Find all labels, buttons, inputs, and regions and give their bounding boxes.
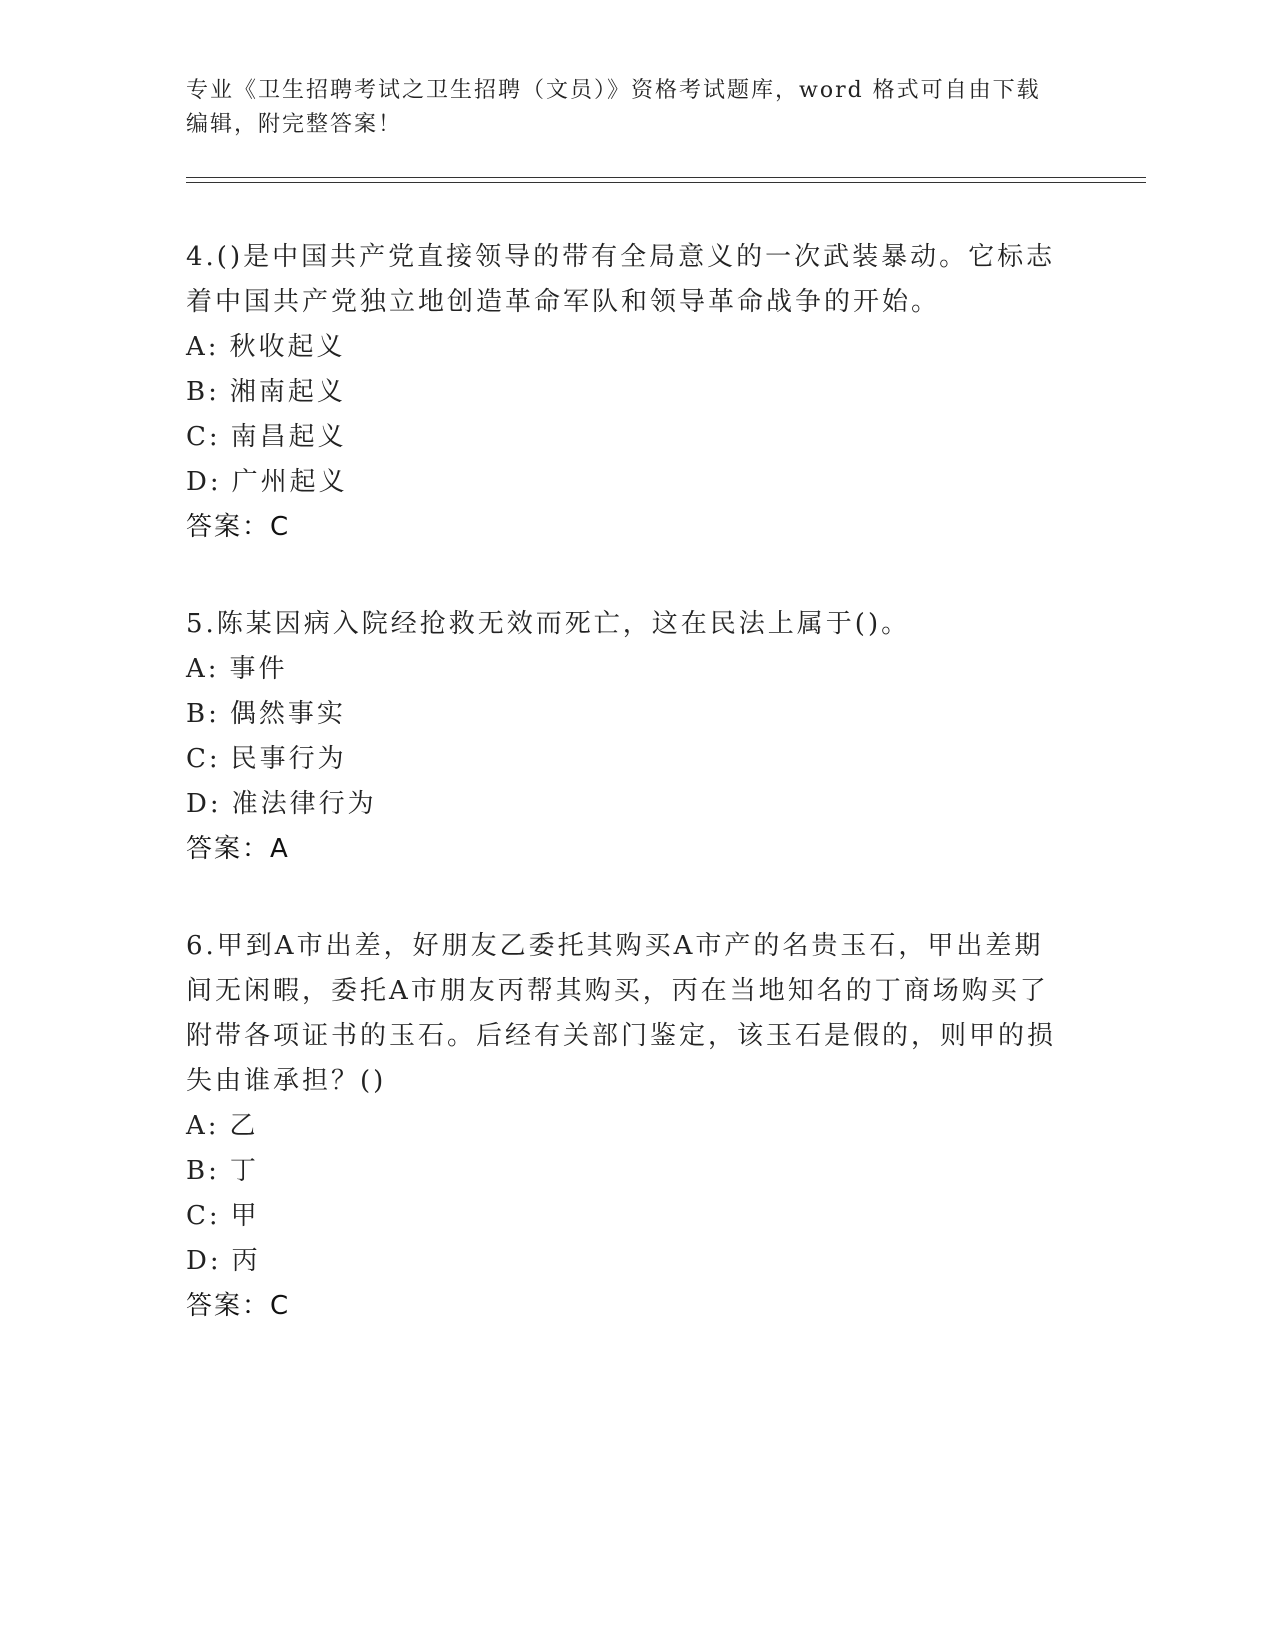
question-stem: 5.陈某因病入院经抢救无效而死亡，这在民法上属于()。 bbox=[186, 609, 911, 639]
option-text: 事件 bbox=[229, 654, 288, 684]
question-stem: 6.甲到A市出差，好朋友乙委托其购买A市产的名贵玉石，甲出差期间无闲暇，委托A市朋友丙帮其购买，丙在当地知名的丁商场购买了附带各项证书的玉石。后经有关部门鉴定，该玉石是假的，则甲的损失由谁承担？() bbox=[186, 931, 1057, 1096]
answer-line: 答案：A bbox=[186, 834, 290, 864]
question-stem: 4.()是中国共产党直接领导的带有全局意义的一次武装暴动。它标志着中国共产党独立地创造革命军队和领导革命战争的开始。 bbox=[186, 242, 1056, 317]
header-line-1: 专业《卫生招聘考试之卫生招聘（文员）》资格考试题库，word 格式可自由下载 bbox=[186, 78, 1041, 103]
option-text: 丙 bbox=[231, 1246, 261, 1276]
option-text: 广州起义 bbox=[231, 467, 348, 497]
option-letter: D: bbox=[186, 467, 222, 497]
option-d bbox=[186, 460, 1066, 505]
option-text: 秋收起义 bbox=[229, 332, 346, 362]
option-b bbox=[186, 1149, 1066, 1194]
option-letter: A: bbox=[186, 1111, 220, 1141]
option-letter: B: bbox=[186, 699, 220, 729]
option-d bbox=[186, 1239, 1066, 1284]
option-letter: A: bbox=[186, 654, 220, 684]
option-c bbox=[186, 737, 1066, 782]
option-c bbox=[186, 1194, 1066, 1239]
answer-line: 答案：C bbox=[186, 1291, 291, 1321]
option-letter: C: bbox=[186, 744, 221, 774]
option-letter: B: bbox=[186, 377, 220, 407]
option-text: 偶然事实 bbox=[229, 699, 346, 729]
option-text: 民事行为 bbox=[230, 744, 347, 774]
question-item bbox=[186, 235, 1066, 550]
option-text: 湘南起义 bbox=[229, 377, 346, 407]
header-divider-bottom bbox=[186, 182, 1146, 183]
option-text: 准法律行为 bbox=[231, 789, 377, 819]
option-letter: A: bbox=[186, 332, 220, 362]
option-a bbox=[186, 325, 1066, 370]
option-a bbox=[186, 647, 1066, 692]
header-line-2: 编辑，附完整答案！ bbox=[186, 112, 403, 137]
question-item bbox=[186, 602, 1066, 872]
option-c bbox=[186, 415, 1066, 460]
option-letter: C: bbox=[186, 422, 221, 452]
question-list bbox=[186, 235, 1066, 1381]
option-text: 甲 bbox=[230, 1201, 260, 1231]
answer-line: 答案：C bbox=[186, 512, 291, 542]
option-letter: D: bbox=[186, 789, 222, 819]
option-letter: C: bbox=[186, 1201, 221, 1231]
option-b bbox=[186, 692, 1066, 737]
option-text: 南昌起义 bbox=[230, 422, 347, 452]
header-divider-top bbox=[186, 177, 1146, 178]
option-text: 乙 bbox=[229, 1111, 259, 1141]
option-a bbox=[186, 1104, 1066, 1149]
question-item bbox=[186, 924, 1066, 1329]
option-text: 丁 bbox=[229, 1156, 259, 1186]
option-d bbox=[186, 782, 1066, 827]
option-b bbox=[186, 370, 1066, 415]
option-letter: D: bbox=[186, 1246, 222, 1276]
option-letter: B: bbox=[186, 1156, 220, 1186]
document-header bbox=[186, 74, 1086, 142]
